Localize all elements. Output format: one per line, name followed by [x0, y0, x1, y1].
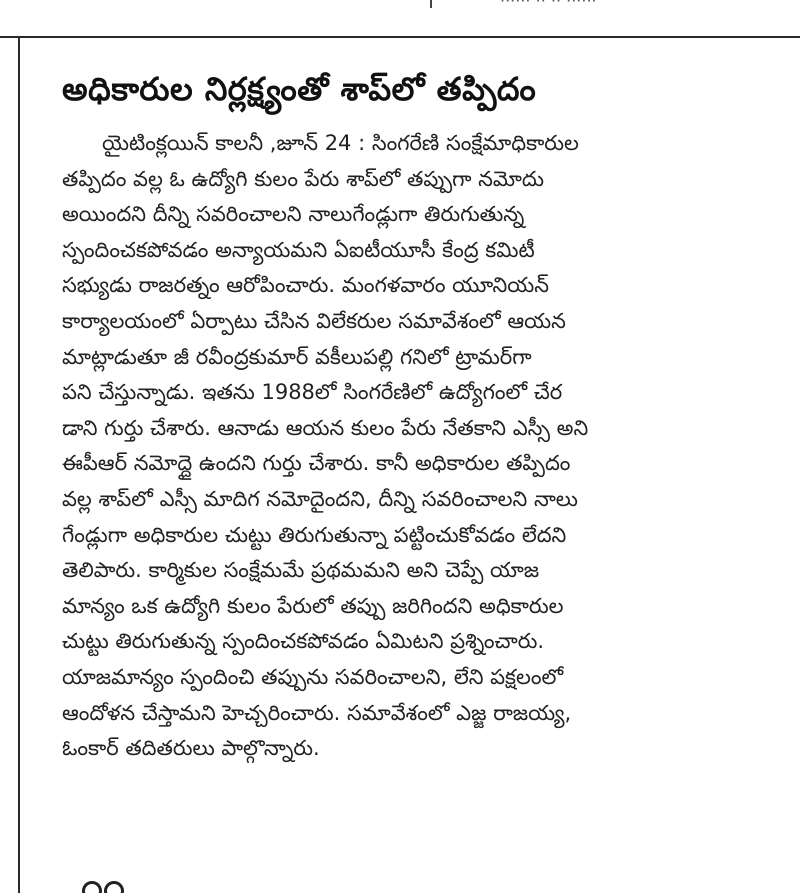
- article-line: ఆందోళన చేస్తామని హెచ్చరించారు. సమావేశంలో ఎజ్జ రాజయ్య,: [62, 700, 572, 725]
- article-line: యాజమాన్యం స్పందించి తప్పును సవరించాలని, లేని పక్షలంలో: [62, 664, 564, 689]
- article-body: [62, 126, 786, 767]
- article-headline: అధికారుల నిర్లక్ష్యంతో శాప్‌లో తప్పిదం: [62, 70, 537, 108]
- article-line: మాట్లాడుతూ జీ రవీంద్రకుమార్ వకీలుపల్లి గనిలో ట్రామర్‌గా: [62, 344, 532, 369]
- news-article: [62, 58, 786, 767]
- top-rule: [0, 36, 800, 38]
- cut-off-next-article: [82, 881, 142, 893]
- column-divider-tick: [430, 0, 432, 8]
- article-line: పని చేస్తున్నాడు. ఇతను 1988లో సింగరేణిలో ఉద్యోగంలో చేర: [62, 380, 563, 405]
- article-line: వల్ల శాప్‌లో ఎస్సీ మాదిగ నమోదైందని, దీన్ని సవరించాలని నాలు: [62, 486, 578, 511]
- cut-glyph: [82, 881, 102, 893]
- left-column-rule: [18, 37, 20, 893]
- article-line: కార్యాలయంలో ఏర్పాటు చేసిన విలేకరుల సమావేశంలో ఆయన: [62, 308, 566, 333]
- article-line: అయిందని దీన్ని సవరించాలని నాలుగేండ్లుగా తిరుగుతున్న: [62, 202, 525, 227]
- article-line: చుట్టు తిరుగుతున్న స్పందించకపోవడం ఏమిటని ప్రశ్నించారు.: [62, 629, 545, 654]
- article-line: యైటింక్లయిన్ కాలనీ ,జూన్ 24 : సింగరేణి సంక్షేమాధికారుల: [102, 131, 579, 155]
- article-line: తెలిపారు. కార్మికుల సంక్షేమమే ప్రథమమని అని చెప్పే యాజ: [62, 558, 540, 583]
- article-line: మాన్యం ఒక ఉద్యోగి కులం పేరులో తప్పు జరిగిందని అధికారుల: [62, 593, 564, 618]
- article-line: ఈపీఆర్ నమోద్దై ఉందని గుర్తు చేశారు. కానీ అధికారుల తప్పిదం: [62, 451, 571, 476]
- article-line: స్పందించకపోవడం అన్యాయమని ఏఐటీయూసీ కేంద్ర కమిటీ: [62, 237, 535, 262]
- cut-off-heading-text: ······ ·· ·· ······: [500, 0, 597, 10]
- article-line: తప్పిదం వల్ల ఓ ఉద్యోగి కులం పేరు శాప్‌లో తప్పుగా నమోదు: [62, 166, 544, 191]
- article-line: డాని గుర్తు చేశారు. ఆనాడు ఆయన కులం పేరు నేతకాని ఎస్సీ అని: [62, 415, 589, 440]
- article-line: గేండ్లుగా అధికారుల చుట్టు తిరుగుతున్నా పట్టించుకోవడం లేదని: [62, 522, 567, 547]
- article-line: ఓంకార్ తదితరులు పాల్గొన్నారు.: [62, 736, 320, 761]
- cut-glyph: [104, 881, 124, 893]
- top-cut-strip: [0, 0, 800, 22]
- article-line: సభ్యుడు రాజరత్నం ఆరోపించారు. మంగళవారం యూనియన్: [62, 273, 550, 298]
